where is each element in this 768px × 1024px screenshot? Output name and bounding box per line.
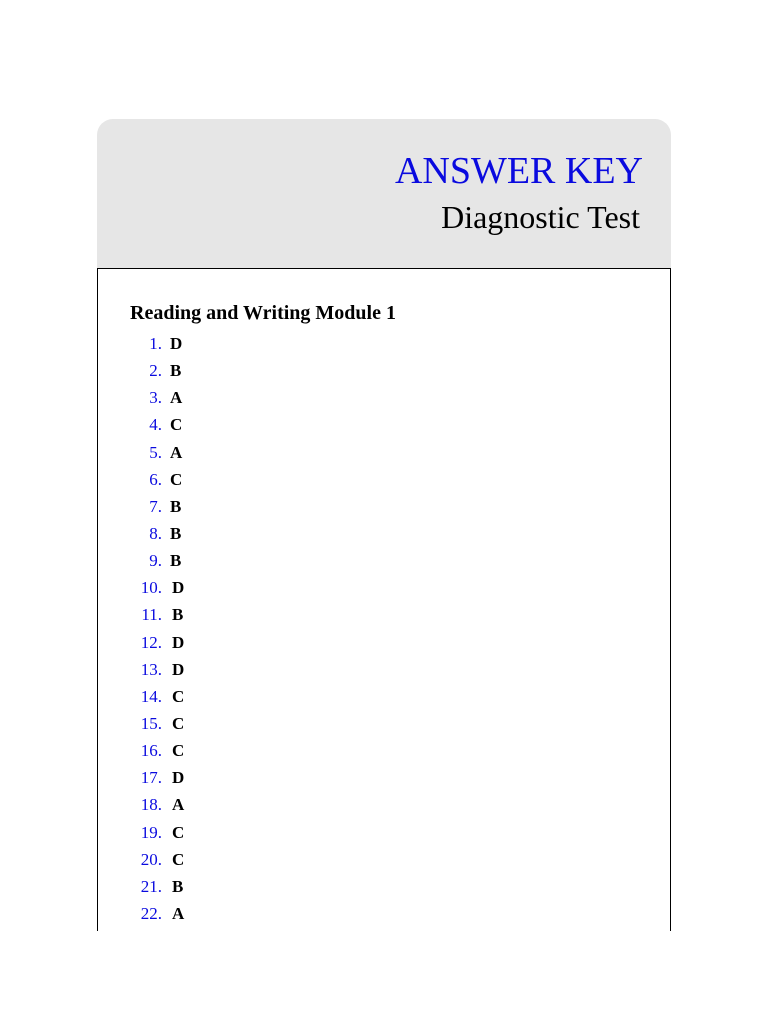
answer-letter: C — [172, 686, 185, 706]
question-number: 19. — [140, 822, 162, 842]
list-item — [98, 687, 398, 714]
answer-letter: B — [170, 361, 182, 381]
page-subtitle: Diagnostic Test — [441, 199, 640, 235]
header-panel — [97, 119, 671, 269]
list-item — [98, 904, 398, 931]
list-item — [98, 850, 398, 877]
question-number: 8. — [149, 523, 162, 543]
answer-letter: C — [172, 713, 185, 733]
question-number: 20. — [140, 849, 162, 869]
question-number: 22. — [140, 903, 162, 923]
list-item — [98, 524, 398, 551]
list-item — [98, 578, 398, 605]
list-item — [98, 741, 398, 768]
answer-letter: D — [172, 659, 185, 679]
list-item — [98, 497, 398, 524]
question-number: 12. — [140, 632, 162, 652]
answer-letter: A — [172, 903, 185, 923]
question-number: 1. — [149, 334, 162, 353]
answer-key-content — [97, 268, 671, 931]
answer-letter: D — [172, 578, 185, 598]
page-title: ANSWER KEY — [394, 150, 643, 192]
answer-letter: D — [172, 632, 185, 652]
answer-letter: B — [170, 496, 182, 516]
answer-list — [98, 334, 398, 931]
answer-letter: C — [170, 415, 183, 435]
answer-letter: C — [172, 849, 185, 869]
question-number: 4. — [149, 415, 162, 435]
answer-letter: D — [172, 768, 185, 788]
list-item — [98, 877, 398, 904]
list-item — [98, 633, 398, 660]
answer-letter: B — [170, 523, 182, 543]
question-number: 21. — [140, 876, 162, 896]
answer-letter: C — [172, 822, 185, 842]
answer-letter: D — [170, 334, 183, 353]
answer-letter: B — [172, 605, 184, 625]
list-item — [98, 361, 398, 388]
question-number: 3. — [149, 388, 162, 408]
list-item — [98, 795, 398, 822]
question-number: 14. — [140, 686, 162, 706]
answer-letter: C — [172, 741, 185, 761]
list-item — [98, 388, 398, 415]
question-number: 7. — [149, 496, 162, 516]
question-number: 18. — [140, 795, 162, 815]
section-heading: Reading and Writing Module 1 — [130, 302, 396, 324]
answer-letter: C — [170, 469, 183, 489]
question-number: 11. — [141, 605, 162, 625]
question-number: 17. — [140, 768, 162, 788]
list-item — [98, 415, 398, 442]
list-item — [98, 768, 398, 795]
list-item — [98, 714, 398, 741]
answer-letter: A — [170, 442, 183, 462]
answer-letter: A — [172, 795, 185, 815]
question-number: 10. — [140, 578, 162, 598]
list-item — [98, 551, 398, 578]
answer-letter: B — [172, 876, 184, 896]
question-number: 16. — [140, 741, 162, 761]
list-item — [98, 605, 398, 632]
question-number: 2. — [149, 361, 162, 381]
question-number: 6. — [149, 469, 162, 489]
question-number: 15. — [140, 713, 162, 733]
question-number: 5. — [149, 442, 162, 462]
list-item — [98, 470, 398, 497]
list-item — [98, 334, 398, 361]
question-number: 9. — [149, 551, 162, 571]
list-item — [98, 660, 398, 687]
question-number: 13. — [140, 659, 162, 679]
list-item — [98, 823, 398, 850]
list-item — [98, 443, 398, 470]
answer-letter: B — [170, 551, 182, 571]
answer-letter: A — [170, 388, 183, 408]
